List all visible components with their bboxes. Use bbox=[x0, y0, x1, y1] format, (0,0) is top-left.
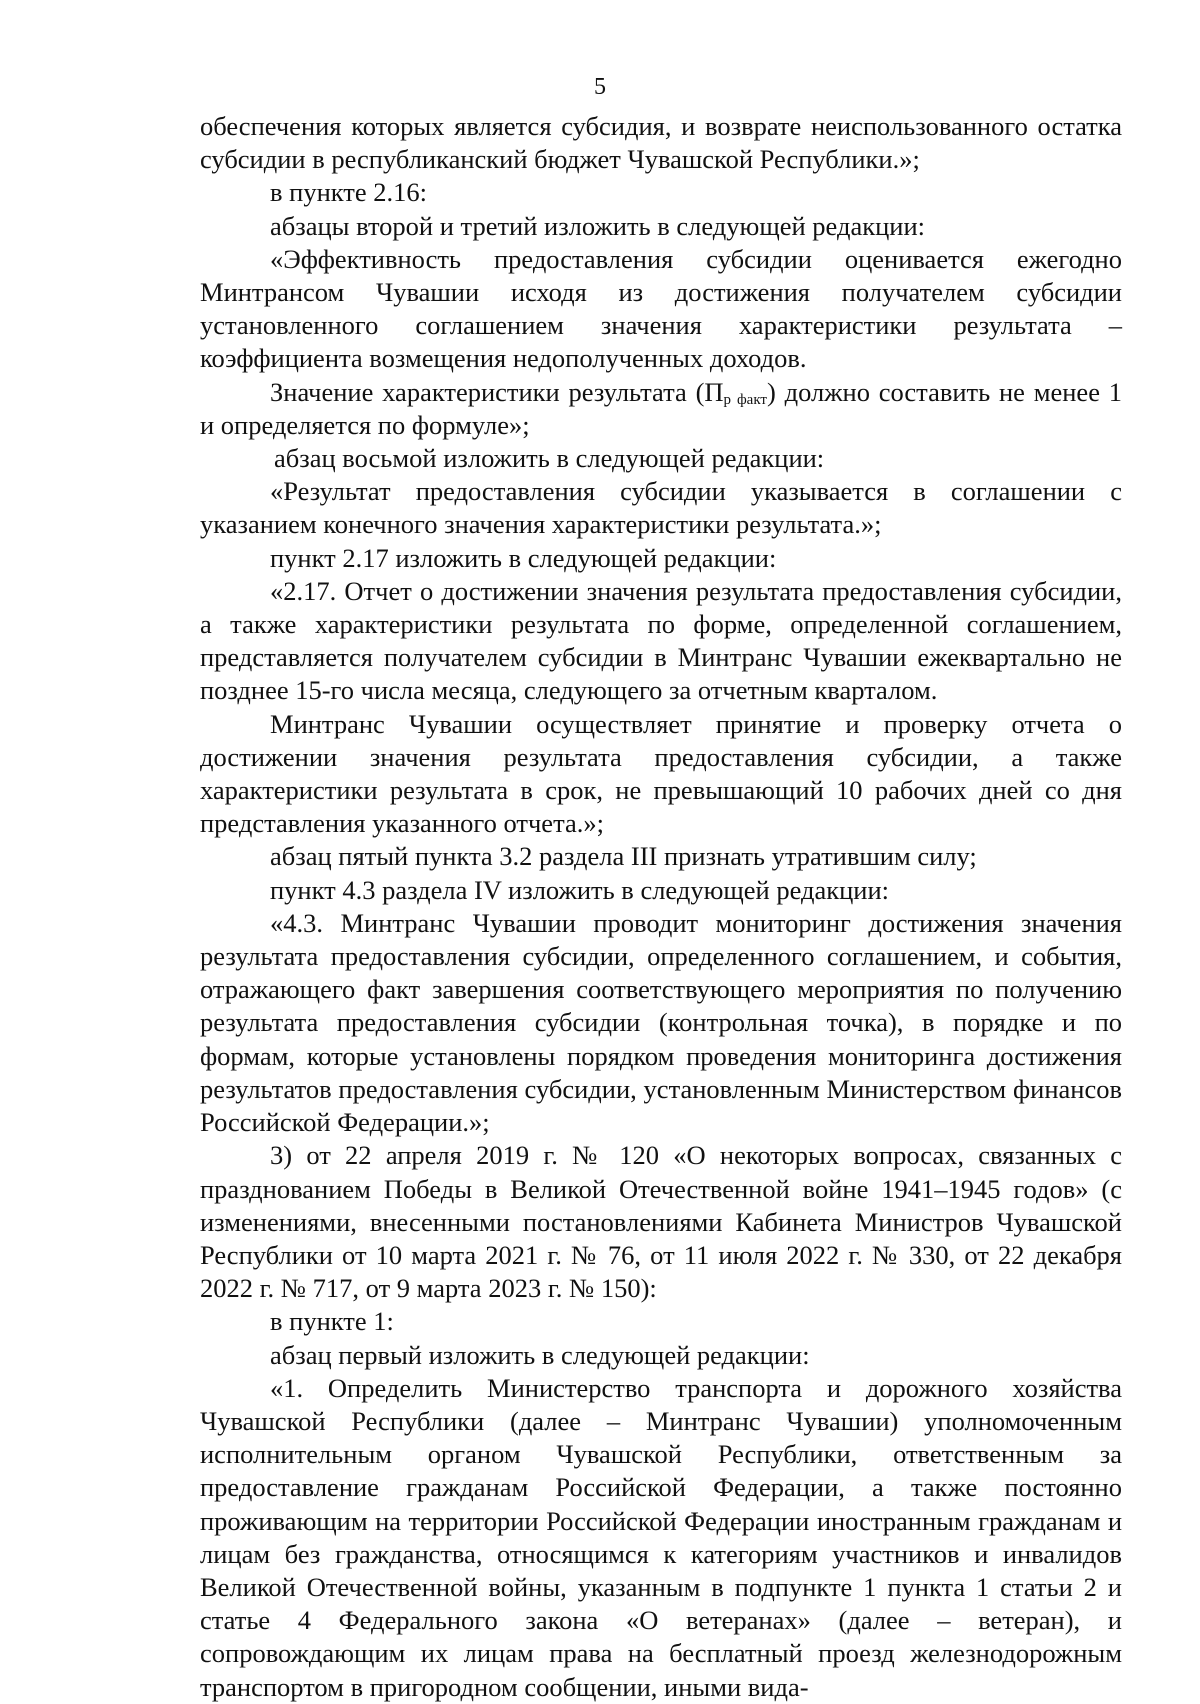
paragraph: 3) от 22 апреля 2019 г. № 120 «О некоторых вопросах, связанных с празднованием Победы в Великой Отечественной войне 1941–1945 годов» (с изменениями, внесенными постановлениями Кабинета Министров Чувашской Республики от 10 марта 2021 г. № 76, от 11 июля 2022 г. № 330, от 22 декабря 2022 г. № 717, от 9 марта 2023 г. № 150): bbox=[200, 1140, 1122, 1304]
paragraph: «Эффективность предоставления субсидии оценивается ежегодно Минтрансом Чувашии исходя из достижения получателем субсидии установленного соглашением значения характеристики результата – коэффициента возмещения недополученных доходов. bbox=[200, 243, 1122, 374]
document-body bbox=[200, 110, 1122, 1704]
paragraph: «1. Определить Министерство транспорта и дорожного хозяйства Чувашской Республики (далее – Минтранс Чувашии) уполномоченным исполнительным органом Чувашской Республики, ответственным за предоставление гражданам Российской Федерации, а также постоянно проживающим на территории Российской Федерации иностранным гражданам и лицам без гражданства, относящимся к категориям участников и инвалидов Великой Отечественной войны, указанным в подпункте 1 пункта 1 статьи 2 и статье 4 Федерального закона «О ветеранах» (далее – ветеран), и сопровождающим их лицам права на бесплатный проезд железнодорожным транспортом в пригородном сообщении, иными вида- bbox=[200, 1372, 1122, 1702]
paragraph: пункт 4.3 раздела IV изложить в следующей редакции: bbox=[270, 874, 890, 905]
paragraph: Минтранс Чувашии осуществляет принятие и проверку отчета о достижении значения результата предоставления субсидии, а также характеристики результата в срок, не превышающий 10 рабочих дней со дня представления указанного отчета.»; bbox=[200, 708, 1122, 839]
paragraph: абзацы второй и третий изложить в следующей редакции: bbox=[270, 210, 925, 241]
paragraph: в пункте 2.16: bbox=[270, 177, 427, 208]
paragraph: абзац первый изложить в следующей редакции: bbox=[270, 1339, 810, 1370]
paragraph: абзац восьмой изложить в следующей редакции: bbox=[274, 443, 825, 474]
page-number: 5 bbox=[594, 74, 606, 100]
formula-text-after: ) должно составить не менее 1 и определяется по формуле»; bbox=[200, 376, 1122, 440]
paragraph: абзац пятый пункта 3.2 раздела III признать утратившим силу; bbox=[270, 841, 977, 872]
formula-text-before: Значение характеристики результата (П bbox=[270, 376, 724, 407]
formula-paragraph bbox=[200, 376, 1122, 442]
paragraph: в пункте 1: bbox=[270, 1306, 394, 1337]
formula-subscript: р факт bbox=[723, 391, 767, 408]
paragraph: обеспечения которых является субсидия, и возврате неиспользованного остатка субсидии в республиканский бюджет Чувашской Республики.»; bbox=[200, 111, 1122, 175]
paragraph: «4.3. Минтранс Чувашии проводит мониторинг достижения значения результата предоставления субсидии, определенного соглашением, и события, отражающего факт завершения соответствующего мероприятия по получению результата предоставления субсидии (контрольная точка), в порядке и по формам, которые установлены порядком проведения мониторинга достижения результатов предоставления субсидии, установленным Министерством финансов Российской Федерации.»; bbox=[200, 907, 1122, 1138]
paragraph: «Результат предоставления субсидии указывается в соглашении с указанием конечного значения характеристики результата.»; bbox=[200, 476, 1122, 540]
paragraph: «2.17. Отчет о достижении значения результата предоставления субсидии, а также характеристики результата по форме, определенной соглашением, представляется получателем субсидии в Минтранс Чувашии ежеквартально не позднее 15-го числа месяца, следующего за отчетным кварталом. bbox=[200, 575, 1122, 706]
paragraph: пункт 2.17 изложить в следующей редакции: bbox=[270, 542, 777, 573]
